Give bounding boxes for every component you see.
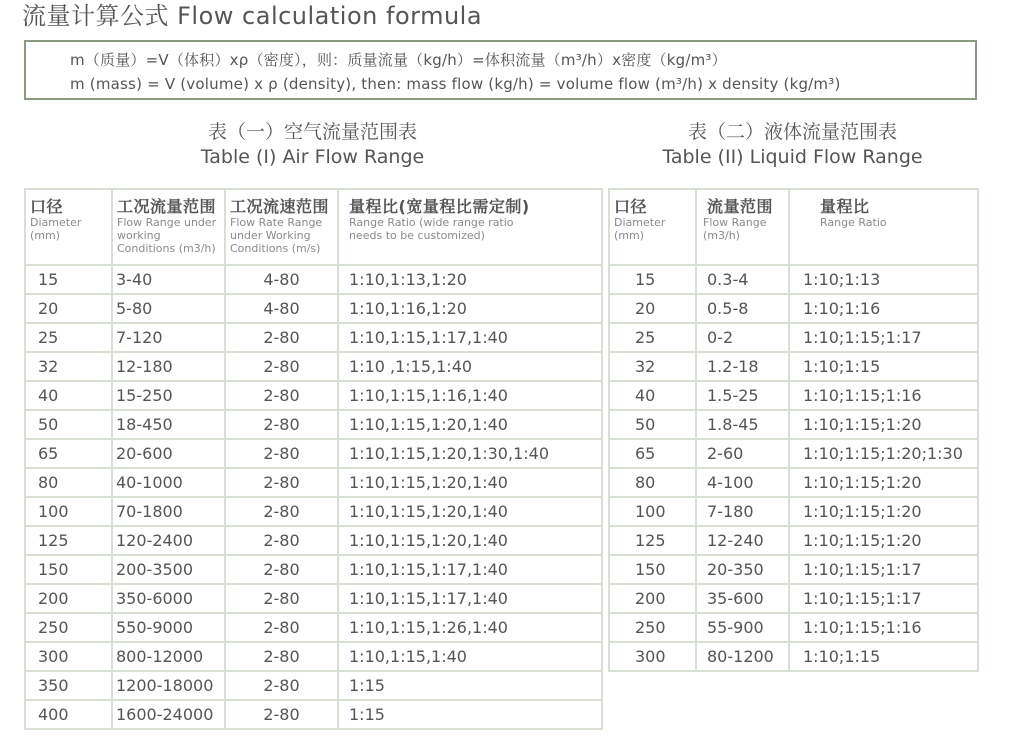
diameter-cell: 32: [25, 352, 112, 381]
air-header-flow-range-cn: 工况流量范围: [117, 197, 217, 216]
liquid-header-diameter-cn: 口径: [614, 197, 648, 216]
range-ratio-cell: 1:10,1:15,1:20,1:40: [338, 526, 602, 555]
diameter-cell: 250: [609, 613, 696, 642]
range-ratio-cell: 1:10 ,1:15,1:40: [338, 352, 602, 381]
flow-range-cell: 0.5-8: [696, 294, 789, 323]
flow-range-cell: 0.3-4: [696, 265, 789, 294]
flow-rate-cell: 2-80: [225, 642, 338, 671]
air-header-diameter-cn: 口径: [30, 197, 64, 216]
flow-rate-cell: 2-80: [225, 410, 338, 439]
range-ratio-cell: 1:10;1:15;1:20;1:30: [789, 439, 978, 468]
diameter-cell: 300: [609, 642, 696, 671]
diameter-cell: 32: [609, 352, 696, 381]
flow-range-cell: 20-600: [112, 439, 225, 468]
diameter-cell: 65: [25, 439, 112, 468]
flow-rate-cell: 2-80: [225, 555, 338, 584]
flow-range-cell: 350-6000: [112, 584, 225, 613]
table-row: [609, 439, 978, 468]
liquid-table-caption-english: Table (II) Liquid Flow Range: [662, 146, 923, 168]
flow-rate-cell: 2-80: [225, 584, 338, 613]
table-row: [609, 294, 978, 323]
flow-rate-cell: 2-80: [225, 613, 338, 642]
table-row: [609, 265, 978, 294]
range-ratio-cell: 1:10;1:15;1:20: [789, 497, 978, 526]
flow-rate-cell: 2-80: [225, 468, 338, 497]
range-ratio-cell: 1:10,1:15,1:20,1:40: [338, 497, 602, 526]
flow-rate-cell: 2-80: [225, 439, 338, 468]
flow-rate-cell: 4-80: [225, 294, 338, 323]
flow-range-cell: 5-80: [112, 294, 225, 323]
diameter-cell: 150: [25, 555, 112, 584]
table-row: [25, 439, 602, 468]
flow-rate-cell: 4-80: [225, 265, 338, 294]
table-row: [25, 613, 602, 642]
flow-rate-cell: 2-80: [225, 700, 338, 729]
table-row: [609, 410, 978, 439]
table-row: [25, 497, 602, 526]
range-ratio-cell: 1:10;1:15: [789, 642, 978, 671]
range-ratio-cell: 1:10;1:15;1:17: [789, 584, 978, 613]
table-row: [609, 323, 978, 352]
range-ratio-cell: 1:10,1:15,1:17,1:40: [338, 584, 602, 613]
liquid-table-caption-chinese: 表（二）液体流量范围表: [687, 121, 897, 143]
flow-range-cell: 800-12000: [112, 642, 225, 671]
table-row: [25, 584, 602, 613]
range-ratio-cell: 1:10;1:15;1:16: [789, 613, 978, 642]
air-header-range-ratio-cn: 量程比(宽量程比需定制): [349, 197, 530, 216]
formula-line-english: m (mass) = V (volume) x ρ (density), then: mass flow (kg/h) = volume flow (m³/h) x density (kg/m³): [70, 75, 841, 93]
table-row: [609, 613, 978, 642]
flow-range-cell: 40-1000: [112, 468, 225, 497]
table-row: [609, 555, 978, 584]
air-header-range-ratio: [338, 189, 602, 265]
diameter-cell: 400: [25, 700, 112, 729]
liquid-header-range-ratio-cn: 量程比: [820, 197, 870, 216]
flow-range-cell: 2-60: [696, 439, 789, 468]
liquid-header-flow-range-cn: 流量范围: [707, 197, 774, 216]
flow-range-cell: 15-250: [112, 381, 225, 410]
range-ratio-cell: 1:10;1:15;1:17: [789, 323, 978, 352]
flow-range-cell: 550-9000: [112, 613, 225, 642]
flow-range-cell: 1600-24000: [112, 700, 225, 729]
range-ratio-cell: 1:10,1:15,1:17,1:40: [338, 555, 602, 584]
flow-rate-cell: 2-80: [225, 497, 338, 526]
table-row: [609, 497, 978, 526]
liquid-table-body: [609, 265, 978, 671]
range-ratio-cell: 1:10;1:15;1:20: [789, 468, 978, 497]
diameter-cell: 150: [609, 555, 696, 584]
range-ratio-cell: 1:10;1:16: [789, 294, 978, 323]
table-row: [609, 468, 978, 497]
liquid-header-diameter-en: Diameter (mm): [614, 216, 666, 242]
diameter-cell: 250: [25, 613, 112, 642]
diameter-cell: 350: [25, 671, 112, 700]
air-table-caption: [24, 120, 601, 170]
flow-range-cell: 3-40: [112, 265, 225, 294]
flow-range-cell: 4-100: [696, 468, 789, 497]
table-row: [25, 526, 602, 555]
flow-range-cell: 200-3500: [112, 555, 225, 584]
diameter-cell: 20: [25, 294, 112, 323]
flow-range-cell: 1.5-25: [696, 381, 789, 410]
table-row: [25, 671, 602, 700]
liquid-header-range-ratio: [789, 189, 978, 265]
diameter-cell: 200: [25, 584, 112, 613]
table-row: [25, 468, 602, 497]
liquid-header-range-ratio-en: Range Ratio: [820, 216, 887, 229]
flow-range-cell: 120-2400: [112, 526, 225, 555]
air-header-diameter: [25, 189, 112, 265]
air-flow-range-table: [24, 188, 603, 730]
liquid-table-caption: [608, 120, 977, 170]
table-row: [609, 584, 978, 613]
range-ratio-cell: 1:10,1:15,1:17,1:40: [338, 323, 602, 352]
air-header-flow-rate-range-en: Flow Rate Range under Working Conditions (m/s): [230, 216, 323, 255]
range-ratio-cell: 1:10,1:15,1:26,1:40: [338, 613, 602, 642]
air-table-body: [25, 265, 602, 729]
range-ratio-cell: 1:10,1:15,1:20,1:40: [338, 468, 602, 497]
liquid-header-diameter: [609, 189, 696, 265]
range-ratio-cell: 1:15: [338, 671, 602, 700]
flow-range-cell: 1.2-18: [696, 352, 789, 381]
diameter-cell: 15: [25, 265, 112, 294]
range-ratio-cell: 1:10,1:13,1:20: [338, 265, 602, 294]
diameter-cell: 80: [609, 468, 696, 497]
flow-range-cell: 7-120: [112, 323, 225, 352]
air-header-range-ratio-en: Range Ratio (wide range ratio needs to be customized): [349, 216, 514, 242]
flow-range-cell: 12-180: [112, 352, 225, 381]
diameter-cell: 20: [609, 294, 696, 323]
diameter-cell: 100: [609, 497, 696, 526]
table-row: [609, 642, 978, 671]
flow-range-cell: 0-2: [696, 323, 789, 352]
diameter-cell: 65: [609, 439, 696, 468]
table-row: [25, 555, 602, 584]
diameter-cell: 80: [25, 468, 112, 497]
table-row: [25, 381, 602, 410]
diameter-cell: 40: [609, 381, 696, 410]
flow-rate-cell: 2-80: [225, 352, 338, 381]
range-ratio-cell: 1:10,1:15,1:20,1:30,1:40: [338, 439, 602, 468]
diameter-cell: 15: [609, 265, 696, 294]
flow-rate-cell: 2-80: [225, 323, 338, 352]
range-ratio-cell: 1:15: [338, 700, 602, 729]
diameter-cell: 300: [25, 642, 112, 671]
flow-range-cell: 7-180: [696, 497, 789, 526]
table-row: [25, 410, 602, 439]
diameter-cell: 50: [25, 410, 112, 439]
flow-range-cell: 1200-18000: [112, 671, 225, 700]
air-table-caption-english: Table (I) Air Flow Range: [200, 146, 425, 168]
range-ratio-cell: 1:10;1:15;1:20: [789, 410, 978, 439]
table-row: [25, 294, 602, 323]
range-ratio-cell: 1:10,1:15,1:20,1:40: [338, 410, 602, 439]
range-ratio-cell: 1:10,1:16,1:20: [338, 294, 602, 323]
range-ratio-cell: 1:10;1:15;1:17: [789, 555, 978, 584]
table-row: [25, 352, 602, 381]
table-row: [609, 526, 978, 555]
range-ratio-cell: 1:10,1:15,1:40: [338, 642, 602, 671]
flow-range-cell: 18-450: [112, 410, 225, 439]
liquid-table-header-row: [609, 189, 978, 265]
air-header-diameter-en: Diameter (mm): [30, 216, 82, 242]
flow-rate-cell: 2-80: [225, 671, 338, 700]
range-ratio-cell: 1:10;1:15;1:16: [789, 381, 978, 410]
liquid-header-flow-range-en: Flow Range (m3/h): [703, 216, 767, 242]
diameter-cell: 25: [25, 323, 112, 352]
air-header-flow-rate-range-cn: 工况流速范围: [230, 197, 330, 216]
range-ratio-cell: 1:10;1:15: [789, 352, 978, 381]
air-header-flow-rate-range: [225, 189, 338, 265]
flow-range-cell: 70-1800: [112, 497, 225, 526]
formula-box: [24, 40, 977, 100]
table-row: [25, 642, 602, 671]
table-row: [609, 352, 978, 381]
range-ratio-cell: 1:10,1:15,1:16,1:40: [338, 381, 602, 410]
diameter-cell: 25: [609, 323, 696, 352]
table-row: [25, 265, 602, 294]
range-ratio-cell: 1:10;1:13: [789, 265, 978, 294]
flow-range-cell: 55-900: [696, 613, 789, 642]
liquid-flow-range-table: [608, 188, 979, 672]
diameter-cell: 100: [25, 497, 112, 526]
diameter-cell: 50: [609, 410, 696, 439]
diameter-cell: 200: [609, 584, 696, 613]
flow-range-cell: 35-600: [696, 584, 789, 613]
formula-line-chinese: m（质量）=V（体积）xρ（密度），则：质量流量（kg/h）=体积流量（m³/h）x密度（kg/m³）: [70, 51, 727, 69]
table-row: [25, 323, 602, 352]
air-table-header-row: [25, 189, 602, 265]
diameter-cell: 40: [25, 381, 112, 410]
liquid-header-flow-range: [696, 189, 789, 265]
range-ratio-cell: 1:10;1:15;1:20: [789, 526, 978, 555]
diameter-cell: 125: [25, 526, 112, 555]
flow-range-cell: 12-240: [696, 526, 789, 555]
table-row: [25, 700, 602, 729]
flow-range-cell: 20-350: [696, 555, 789, 584]
air-header-flow-range-en: Flow Range under working Conditions (m3/h): [117, 216, 217, 255]
flow-range-cell: 80-1200: [696, 642, 789, 671]
flow-range-cell: 1.8-45: [696, 410, 789, 439]
table-row: [609, 381, 978, 410]
flow-rate-cell: 2-80: [225, 381, 338, 410]
page-title: 流量计算公式 Flow calculation formula: [22, 2, 483, 30]
flow-rate-cell: 2-80: [225, 526, 338, 555]
air-header-flow-range: [112, 189, 225, 265]
air-table-caption-chinese: 表（一）空气流量范围表: [207, 121, 417, 143]
diameter-cell: 125: [609, 526, 696, 555]
